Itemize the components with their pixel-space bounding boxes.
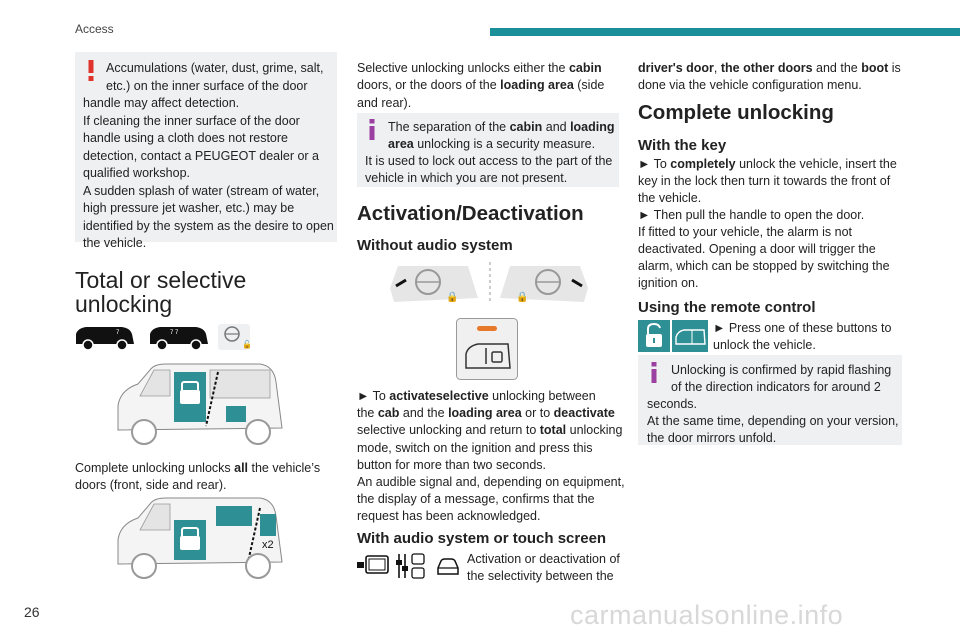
remote-line-2: unlock the vehicle. bbox=[713, 338, 816, 352]
with-key-heading: With the key bbox=[638, 137, 727, 154]
confirm-line-1: Unlocking is confirmed by rapid flashing bbox=[671, 363, 892, 377]
warning-line-10: identified by the system as the desire to open bbox=[83, 219, 334, 233]
van-icon bbox=[150, 327, 208, 350]
van-icon bbox=[672, 320, 708, 352]
key-line-6: deactivated. Opening a door will trigger the bbox=[638, 242, 876, 256]
with-audio-heading: With audio system or touch screen bbox=[357, 530, 607, 547]
confirm-line-4: At the same time, depending on your version, bbox=[647, 414, 899, 428]
warning-line-7: qualified workshop. bbox=[83, 166, 191, 180]
info-icon bbox=[651, 362, 657, 384]
key-line-7: alarm, which can be stopped by switching the bbox=[638, 259, 890, 273]
key-line-3: the vehicle. bbox=[638, 191, 702, 205]
van-side-door-illustration bbox=[110, 362, 290, 450]
info-line-1: The separation of the cabin and loading bbox=[388, 120, 615, 134]
steps-line-7: the display of a message, confirms that the bbox=[357, 492, 595, 506]
car-front-icon bbox=[435, 556, 461, 578]
intro-line-2: doors, or the doors of the loading area (side bbox=[357, 78, 605, 92]
without-audio-heading: Without audio system bbox=[357, 237, 513, 254]
header-accent-bar bbox=[490, 28, 960, 36]
audio-line-2: the selectivity between the bbox=[467, 569, 614, 583]
warning-line-3: handle may affect detection. bbox=[83, 96, 240, 110]
info-line-4: vehicle in which you are not present. bbox=[365, 171, 568, 185]
warning-line-4: If cleaning the inner surface of the door bbox=[83, 114, 300, 128]
touchscreen-icon bbox=[357, 554, 391, 576]
warning-line-6: detection, contact a PEUGEOT dealer or a bbox=[83, 149, 320, 163]
warning-line-1: Accumulations (water, dust, grime, salt, bbox=[106, 61, 324, 75]
cabin-doors-illustration bbox=[388, 258, 593, 306]
section-heading-line-1: Total or selective bbox=[75, 267, 247, 293]
key-line-5: If fitted to your vehicle, the alarm is not bbox=[638, 225, 852, 239]
remote-line-1: ► Press one of these buttons to bbox=[713, 321, 892, 335]
van-silhouettes-illustration bbox=[72, 322, 252, 354]
confirm-line-2: of the direction indicators for around 2 bbox=[671, 380, 881, 394]
steps-line-3: selective unlocking and return to total unlocking bbox=[357, 423, 623, 437]
warning-line-9: high pressure jet washer, etc.) may be bbox=[83, 201, 295, 215]
selective-unlock-button-illustration bbox=[456, 318, 518, 380]
van-all-doors-illustration bbox=[110, 496, 290, 584]
intro-line-1: Selective unlocking unlocks either the cabin bbox=[357, 61, 602, 75]
info-line-2: area unlocking is a security measure. bbox=[388, 137, 596, 151]
info-icon bbox=[369, 119, 375, 141]
complete-unlocking-heading: Complete unlocking bbox=[638, 101, 834, 124]
watermark: carmanualsonline.info bbox=[570, 600, 844, 630]
complete-unlock-para-line-2: doors (front, side and rear). bbox=[75, 478, 227, 492]
config-line-1: driver's door, the other doors and the boot is bbox=[638, 61, 901, 75]
warning-line-11: the vehicle. bbox=[83, 236, 147, 250]
warning-line-8: A sudden splash of water (stream of water, bbox=[83, 184, 320, 198]
config-line-2: done via the vehicle configuration menu. bbox=[638, 78, 862, 92]
warning-line-2: etc.) on the inner surface of the door bbox=[106, 79, 308, 93]
steering-wheel-icon bbox=[218, 324, 252, 350]
complete-unlock-para-line-1: Complete unlocking unlocks all the vehicle’s bbox=[75, 461, 321, 475]
steps-line-5: button for more than two seconds. bbox=[357, 458, 546, 472]
steps-line-2: the cab and the loading area or to deactivate bbox=[357, 406, 615, 420]
key-line-4: ► Then pull the handle to open the door. bbox=[638, 208, 865, 222]
svg-text:🔒: 🔒 bbox=[516, 292, 529, 303]
page-number: 26 bbox=[24, 604, 40, 620]
key-line-1: ► To completely unlock the vehicle, insert the bbox=[638, 157, 897, 171]
open-padlock-icon bbox=[638, 320, 670, 352]
steps-line-1: ► To activateselective unlocking between bbox=[357, 389, 596, 403]
svg-text:7: 7 bbox=[116, 330, 120, 336]
van-icon bbox=[76, 327, 134, 350]
confirm-line-3: seconds. bbox=[647, 397, 698, 411]
svg-text:7 7: 7 7 bbox=[170, 330, 179, 336]
steps-line-8: request has been acknowledged. bbox=[357, 509, 541, 523]
activation-heading: Activation/Deactivation bbox=[357, 202, 584, 225]
remote-buttons-illustration bbox=[638, 320, 708, 352]
exclamation-icon bbox=[87, 60, 95, 82]
key-line-8: ignition on. bbox=[638, 276, 699, 290]
confirm-line-5: the door mirrors unfold. bbox=[647, 431, 777, 445]
steps-line-4: mode, switch on the ignition and press this bbox=[357, 441, 593, 455]
svg-text:🔓: 🔓 bbox=[242, 340, 252, 349]
remote-control-heading: Using the remote control bbox=[638, 299, 816, 316]
audio-line-1: Activation or deactivation of bbox=[467, 552, 620, 566]
svg-text:x2: x2 bbox=[262, 539, 274, 551]
section-heading-line-2: unlocking bbox=[75, 291, 173, 317]
key-line-2: key in the lock then turn it towards the front of bbox=[638, 174, 891, 188]
steps-line-6: An audible signal and, depending on equipment, bbox=[357, 475, 625, 489]
info-line-3: It is used to lock out access to the part of the bbox=[365, 154, 613, 168]
audio-settings-icon bbox=[395, 552, 427, 580]
warning-line-5: handle using a cloth does not restore bbox=[83, 131, 288, 145]
section-title: Access bbox=[75, 22, 114, 36]
intro-line-3: and rear). bbox=[357, 96, 412, 110]
svg-text:🔒: 🔒 bbox=[446, 292, 459, 303]
